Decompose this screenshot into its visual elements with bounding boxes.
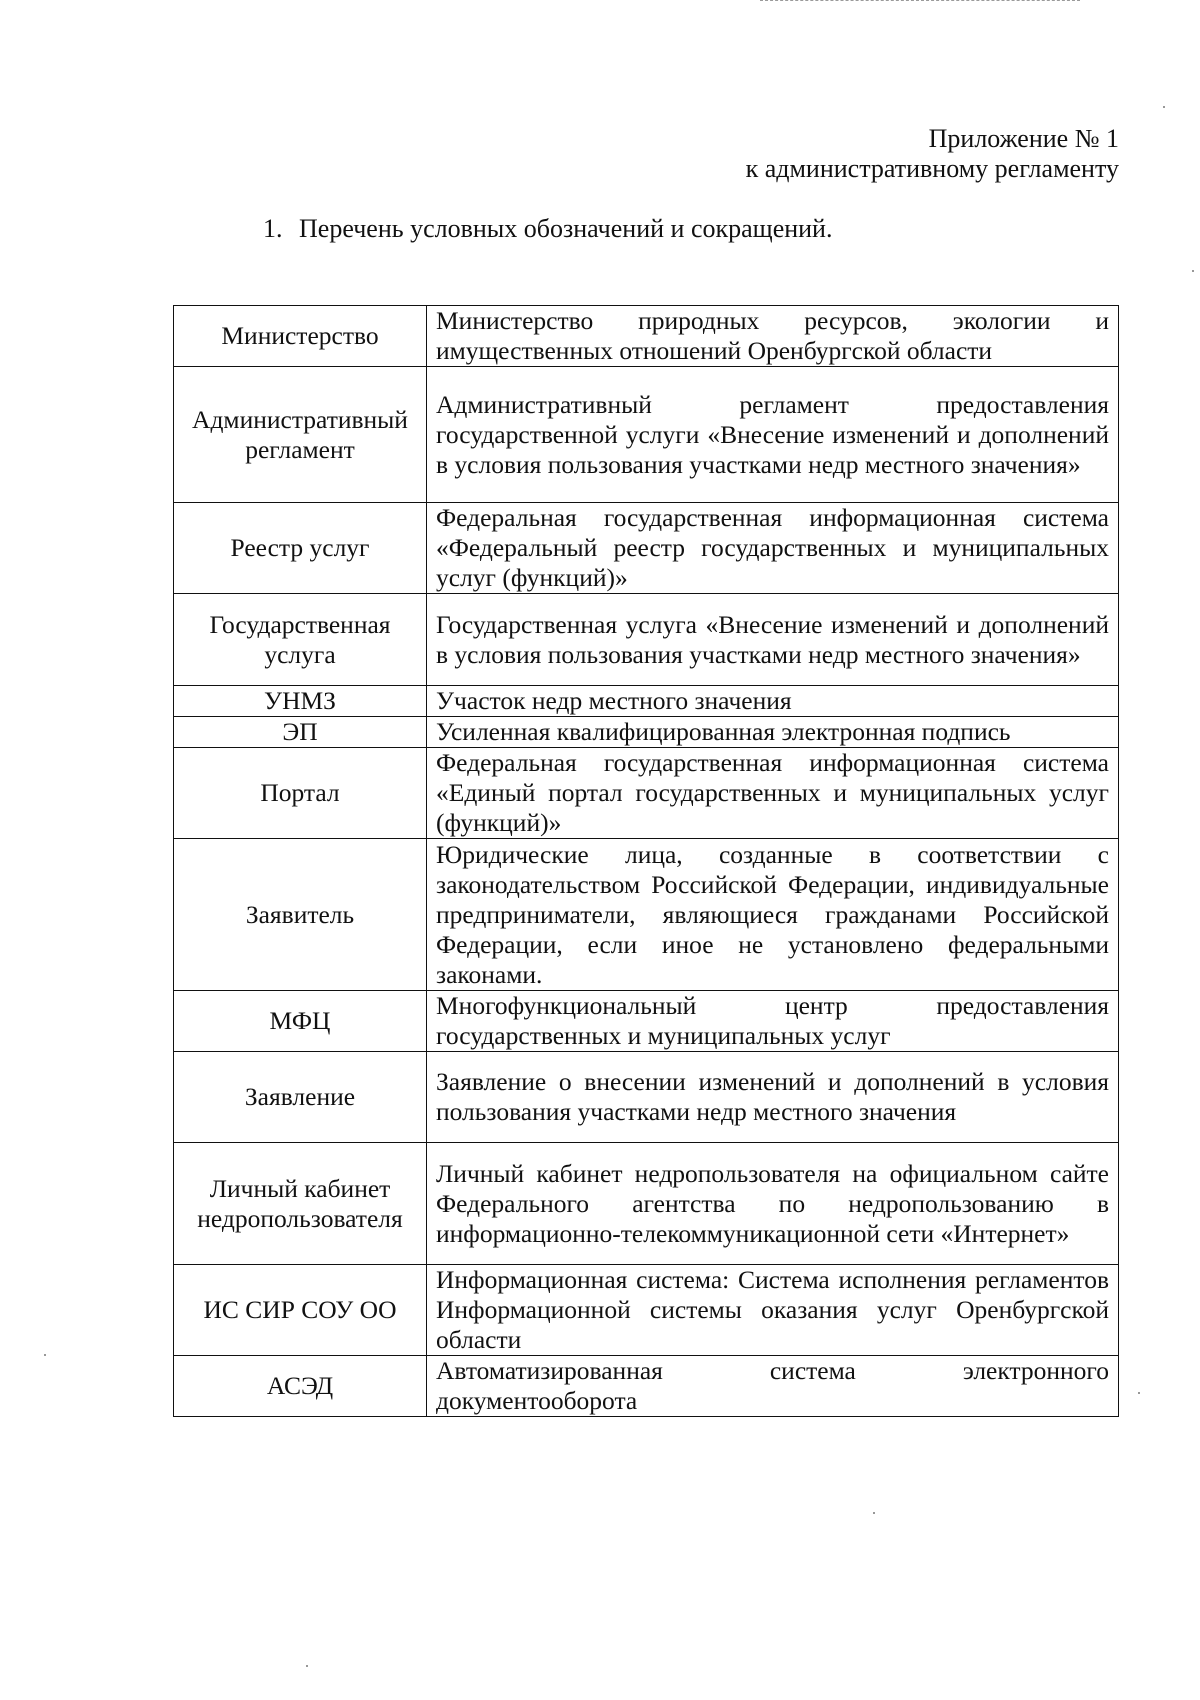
- scan-speck: [1163, 106, 1165, 108]
- table-row: [174, 991, 1119, 1052]
- section-heading: [263, 214, 832, 244]
- definition-cell: Юридические лица, созданные в соответствии с законодательством Российской Федерации, индивидуальные предприниматели, являющиеся гражданами Российской Федерации, если иное не установлено федеральными законами.: [427, 839, 1119, 991]
- definition-cell: Информационная система: Система исполнения регламентов Информационной системы оказания услуг Оренбургской области: [427, 1265, 1119, 1356]
- term-cell: МФЦ: [174, 991, 427, 1052]
- definition-cell: Министерство природных ресурсов, экологии и имущественных отношений Оренбургской области: [427, 306, 1119, 367]
- definition-cell: Государственная услуга «Внесение изменений и дополнений в условия пользования участками недр местного значения»: [427, 594, 1119, 686]
- appendix-title: Приложение № 1: [928, 124, 1119, 153]
- table-row: [174, 1356, 1119, 1417]
- table-row: [174, 367, 1119, 503]
- definition-cell: Личный кабинет недропользователя на официальном сайте Федерального агентства по недропользованию в информационно-телекоммуникационной сети «Интернет»: [427, 1143, 1119, 1265]
- definition-cell: Автоматизированная система электронного документооборота: [427, 1356, 1119, 1417]
- table-row: [174, 1052, 1119, 1143]
- definition-cell: Многофункциональный центр предоставления государственных и муниципальных услуг: [427, 991, 1119, 1052]
- scan-edge-mark: [760, 0, 1080, 3]
- scan-speck: [306, 1665, 308, 1667]
- section-number: 1.: [263, 214, 283, 243]
- table-row: [174, 1143, 1119, 1265]
- term-cell: УНМЗ: [174, 686, 427, 717]
- appendix-header: [746, 124, 1119, 184]
- table-row: [174, 717, 1119, 748]
- scan-speck: [1192, 270, 1194, 272]
- scan-speck: [44, 1354, 46, 1356]
- definition-cell: Участок недр местного значения: [427, 686, 1119, 717]
- table-row: [174, 306, 1119, 367]
- table-row: [174, 686, 1119, 717]
- table-row: [174, 839, 1119, 991]
- table-row: [174, 503, 1119, 594]
- appendix-subtitle: к административному регламенту: [745, 154, 1119, 183]
- term-cell: Государственная услуга: [174, 594, 427, 686]
- definition-cell: Усиленная квалифицированная электронная подпись: [427, 717, 1119, 748]
- term-cell: АСЭД: [174, 1356, 427, 1417]
- definition-cell: Федеральная государственная информационная система «Единый портал государственных и муниципальных услуг (функций)»: [427, 748, 1119, 839]
- table-row: [174, 1265, 1119, 1356]
- term-cell: Личный кабинет недропользователя: [174, 1143, 427, 1265]
- term-cell: ЭП: [174, 717, 427, 748]
- scan-speck: [873, 1512, 875, 1514]
- table-row: [174, 748, 1119, 839]
- abbreviations-table-wrapper: [173, 305, 1119, 1417]
- definition-cell: Административный регламент предоставления государственной услуги «Внесение изменений и дополнений в условия пользования участками недр местного значения»: [427, 367, 1119, 503]
- definition-cell: Федеральная государственная информационная система «Федеральный реестр государственных и муниципальных услуг (функций)»: [427, 503, 1119, 594]
- term-cell: Заявление: [174, 1052, 427, 1143]
- definition-cell: Заявление о внесении изменений и дополнений в условия пользования участками недр местного значения: [427, 1052, 1119, 1143]
- term-cell: Заявитель: [174, 839, 427, 991]
- abbreviations-table: [173, 305, 1119, 1417]
- section-title: Перечень условных обозначений и сокращений.: [299, 214, 833, 243]
- scan-speck: [1138, 1392, 1140, 1394]
- table-row: [174, 594, 1119, 686]
- term-cell: Реестр услуг: [174, 503, 427, 594]
- term-cell: ИС СИР СОУ ОО: [174, 1265, 427, 1356]
- term-cell: Административный регламент: [174, 367, 427, 503]
- term-cell: Портал: [174, 748, 427, 839]
- term-cell: Министерство: [174, 306, 427, 367]
